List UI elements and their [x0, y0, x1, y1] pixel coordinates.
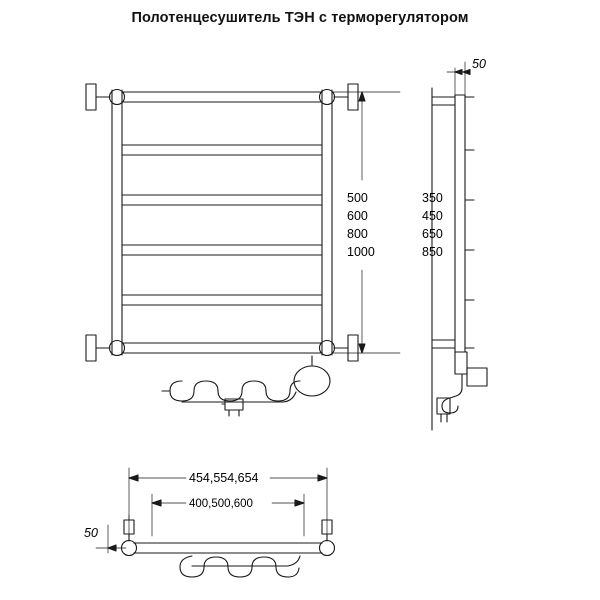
front-height-label-1: 600 [347, 209, 368, 223]
page-title: Полотенцесушитель ТЭН с терморегулятором [131, 10, 469, 26]
top-view-geometry [122, 520, 335, 577]
front-view-height-labels [347, 191, 375, 259]
side-height-label-0: 350 [422, 191, 443, 205]
front-height-label-2: 800 [347, 227, 368, 241]
side-view-depth-dimension [447, 62, 470, 95]
top-inner-width-label: 400,500,600 [189, 498, 253, 510]
front-view-geometry [86, 84, 358, 416]
side-height-label-1: 450 [422, 209, 443, 223]
side-height-label-2: 650 [422, 227, 443, 241]
top-outer-width-label: 454,554,654 [189, 471, 259, 485]
front-height-label-0: 500 [347, 191, 368, 205]
side-depth-label: 50 [472, 57, 486, 71]
top-offset-label: 50 [84, 526, 98, 540]
side-view-geometry [432, 88, 487, 430]
side-height-label-3: 850 [422, 245, 443, 259]
top-view-labels [84, 471, 259, 540]
front-height-label-3: 1000 [347, 245, 375, 259]
